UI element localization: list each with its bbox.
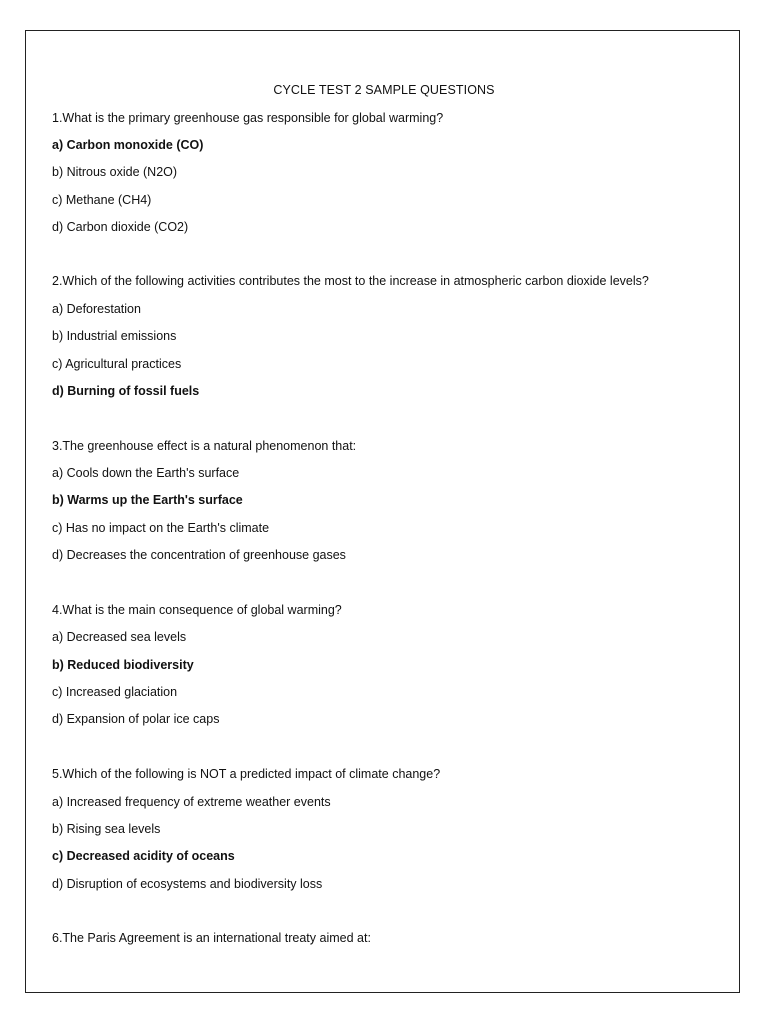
question-1-option-c: c) Methane (CH4) [52, 193, 152, 207]
question-3-option-c: c) Has no impact on the Earth's climate [52, 521, 270, 535]
question-4-option-b: b) Reduced biodiversity [52, 658, 194, 672]
question-4-option-d: d) Expansion of polar ice caps [52, 712, 220, 726]
question-5-option-a: a) Increased frequency of extreme weather events [52, 795, 331, 809]
question-2-option-b: b) Industrial emissions [52, 329, 177, 343]
question-1-text: 1.What is the primary greenhouse gas responsible for global warming? [52, 111, 444, 125]
question-5-option-b: b) Rising sea levels [52, 822, 161, 836]
document-title: CYCLE TEST 2 SAMPLE QUESTIONS [273, 83, 495, 97]
question-5-option-c: c) Decreased acidity of oceans [52, 849, 235, 863]
question-5-text: 5.Which of the following is NOT a predicted impact of climate change? [52, 767, 441, 781]
question-4-option-a: a) Decreased sea levels [52, 630, 187, 644]
question-1-option-a: a) Carbon monoxide (CO) [52, 138, 204, 152]
question-3-option-a: a) Cools down the Earth's surface [52, 466, 240, 480]
question-2-text: 2.Which of the following activities contributes the most to the increase in atmospheric carbon dioxide levels? [52, 274, 649, 288]
question-2-option-a: a) Deforestation [52, 302, 141, 316]
question-4-option-c: c) Increased glaciation [52, 685, 178, 699]
question-2-option-d: d) Burning of fossil fuels [52, 384, 200, 398]
question-1-option-b: b) Nitrous oxide (N2O) [52, 165, 178, 179]
question-3-option-b: b) Warms up the Earth's surface [52, 493, 243, 507]
question-2-option-c: c) Agricultural practices [52, 357, 182, 371]
question-3-text: 3.The greenhouse effect is a natural phenomenon that: [52, 439, 357, 453]
question-6-text: 6.The Paris Agreement is an international treaty aimed at: [52, 931, 371, 945]
question-1-option-d: d) Carbon dioxide (CO2) [52, 220, 189, 234]
question-4-text: 4.What is the main consequence of global warming? [52, 603, 342, 617]
question-3-option-d: d) Decreases the concentration of greenhouse gases [52, 548, 346, 562]
question-5-option-d: d) Disruption of ecosystems and biodiversity loss [52, 877, 323, 891]
